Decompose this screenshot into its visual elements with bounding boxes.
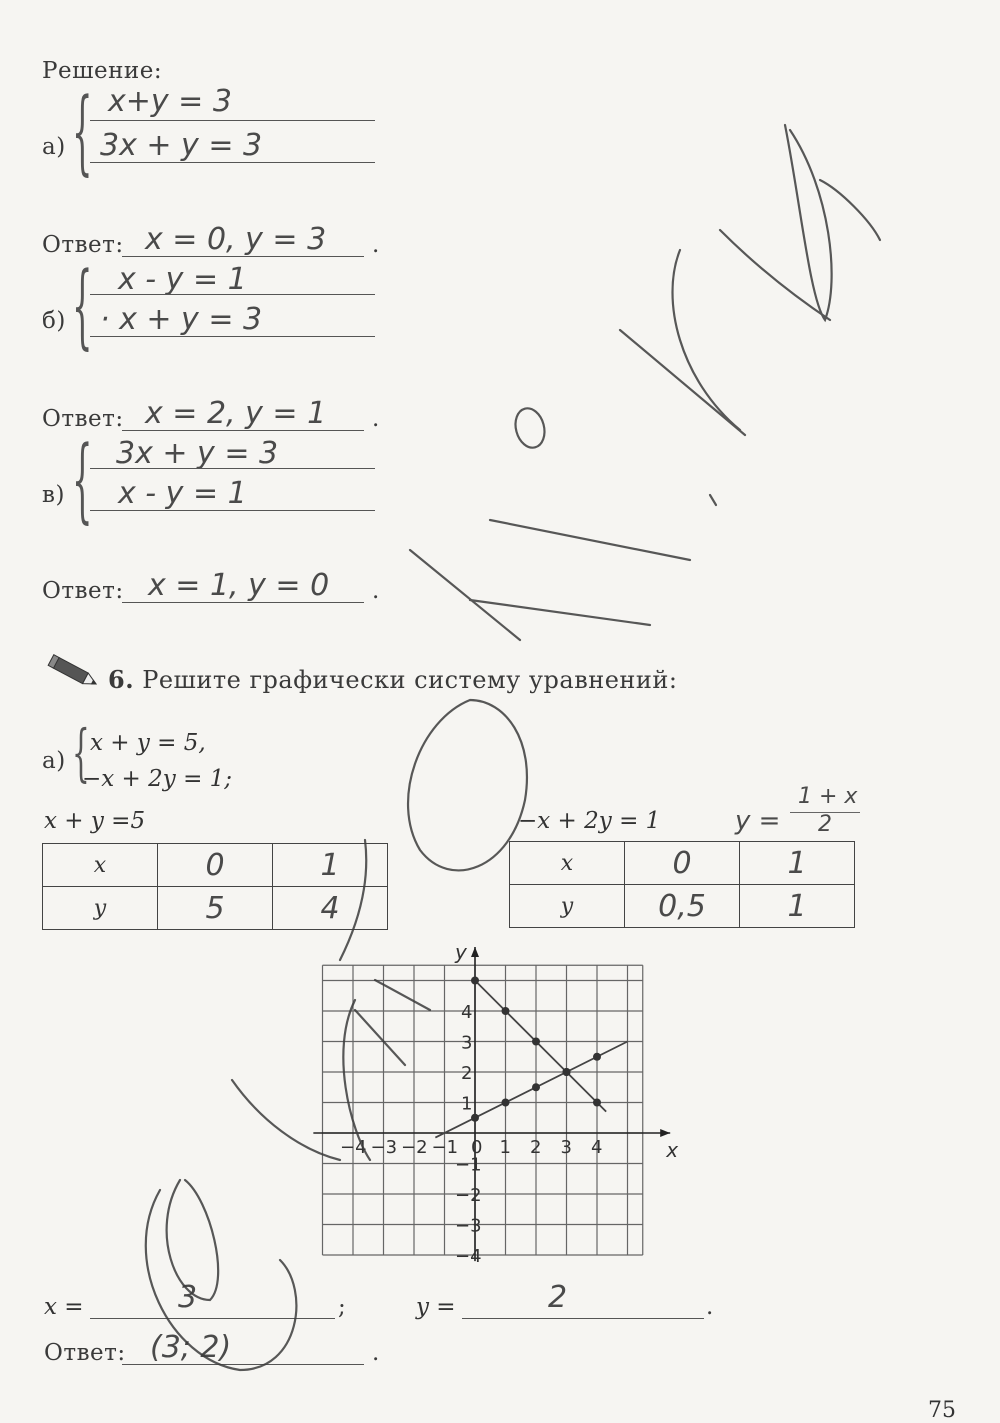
table-header-x: x xyxy=(510,842,625,885)
handwritten-note-numerator: 1 + x xyxy=(798,784,858,809)
table-header-x: x xyxy=(43,844,158,887)
y-tick-label: 4 xyxy=(461,1002,473,1023)
system-brace: { xyxy=(72,252,93,359)
handwritten-answer: x = 2, y = 1 xyxy=(145,396,327,431)
x-result-label: x = xyxy=(44,1294,84,1320)
table1-title: x + y =5 xyxy=(44,808,146,834)
plot-point xyxy=(502,1099,510,1107)
x-tick-label: 1 xyxy=(499,1137,511,1158)
writing-line xyxy=(90,468,375,469)
table-cell: 0 xyxy=(625,842,740,885)
task-text: Решите графически систему уравнений: xyxy=(142,666,678,694)
plot-point xyxy=(593,1099,601,1107)
table-cell: 4 xyxy=(273,887,388,930)
table-row xyxy=(510,885,855,928)
handwritten-equation: 3x + y = 3 xyxy=(100,128,263,163)
line-x-plus-y-5 xyxy=(475,981,606,1112)
y-tick-label: 1 xyxy=(461,1093,473,1115)
answer-label: Ответ: xyxy=(42,406,124,432)
table-cell: 1 xyxy=(740,885,855,928)
table-cell: 0 xyxy=(158,844,273,887)
table-header-y: y xyxy=(43,887,158,930)
handwritten-equation: x - y = 1 xyxy=(118,262,247,297)
value-table-2 xyxy=(509,841,855,928)
handwritten-answer: x = 0, y = 3 xyxy=(145,222,327,257)
table-cell: 0,5 xyxy=(625,885,740,928)
table-header-y: y xyxy=(510,885,625,928)
answer-line xyxy=(122,430,364,431)
y-result-dot: . xyxy=(706,1294,714,1320)
plot-point xyxy=(502,1007,510,1015)
handwritten-answer: (3; 2) xyxy=(150,1330,232,1365)
coordinate-grid xyxy=(310,935,690,1265)
semicolon: ; xyxy=(338,1294,347,1320)
value-table-1 xyxy=(42,843,388,930)
handwritten-equation: x - y = 1 xyxy=(118,476,247,511)
system-brace: { xyxy=(72,426,93,533)
x-result-line xyxy=(90,1318,335,1319)
table-cell: 5 xyxy=(158,887,273,930)
writing-line xyxy=(90,120,375,121)
answer-label: Ответ: xyxy=(42,578,124,604)
page-number: 75 xyxy=(928,1398,956,1423)
solution-heading: Решение: xyxy=(42,58,163,84)
system-letter: а) xyxy=(42,134,66,160)
answer-label: Ответ: xyxy=(44,1340,126,1366)
y-tick-label: −4 xyxy=(455,1246,482,1265)
y-axis-label: y xyxy=(455,939,467,964)
answer-line xyxy=(122,602,364,603)
plot-point xyxy=(532,1038,540,1046)
table-row xyxy=(43,887,388,930)
x-tick-label: 3 xyxy=(560,1137,572,1158)
x-tick-label: −2 xyxy=(401,1137,428,1158)
plot-point xyxy=(471,1114,479,1122)
table-cell: 1 xyxy=(740,842,855,885)
y-tick-label: 2 xyxy=(461,1063,473,1084)
handwritten-answer: x = 1, y = 0 xyxy=(148,568,330,603)
answer-dot: . xyxy=(372,1340,380,1366)
system-letter: б) xyxy=(42,308,66,334)
y-axis-arrow xyxy=(471,947,479,957)
system-equation-1: x + y = 5, xyxy=(90,730,206,756)
handwritten-note-lhs: y = xyxy=(735,806,781,836)
x-tick-label: 2 xyxy=(530,1137,542,1158)
handwritten-equation: 3x + y = 3 xyxy=(116,436,279,471)
table-row xyxy=(510,842,855,885)
plot-point xyxy=(471,977,479,985)
writing-line xyxy=(90,162,375,163)
x-tick-label: −4 xyxy=(340,1137,367,1158)
y-tick-label: −1 xyxy=(455,1154,482,1176)
y-tick-label: −3 xyxy=(455,1215,482,1237)
x-tick-label: −1 xyxy=(431,1137,459,1158)
pencil-icon xyxy=(44,654,102,694)
y-tick-label: 3 xyxy=(461,1032,473,1054)
answer-label: Ответ: xyxy=(42,232,124,258)
writing-line xyxy=(90,336,375,337)
answer-dot: . xyxy=(372,578,380,604)
system-equation-2: −x + 2y = 1; xyxy=(82,766,233,792)
table-cell: 1 xyxy=(273,844,388,887)
table-row xyxy=(43,844,388,887)
plot-point xyxy=(532,1083,540,1091)
x-tick-label: −3 xyxy=(370,1137,398,1158)
handwritten-y-value: 2 xyxy=(548,1280,568,1315)
system-brace: { xyxy=(72,78,93,185)
handwritten-x-value: 3 xyxy=(178,1280,198,1315)
answer-dot: . xyxy=(372,406,380,432)
x-axis-arrow xyxy=(660,1129,670,1137)
task-number: 6. xyxy=(108,665,135,694)
handwritten-note-denominator: 2 xyxy=(818,812,832,837)
writing-line xyxy=(90,510,375,511)
answer-dot: . xyxy=(372,232,380,258)
part-letter: а) xyxy=(42,748,66,774)
plot-point xyxy=(563,1068,571,1076)
writing-line xyxy=(90,294,375,295)
task-heading xyxy=(108,665,678,694)
y-tick-label: −2 xyxy=(455,1185,482,1206)
y-result-label: y = xyxy=(416,1294,456,1320)
origin-label: 0 xyxy=(471,1137,483,1158)
y-result-line xyxy=(462,1318,704,1319)
handwritten-equation: x+y = 3 xyxy=(108,84,232,119)
x-tick-label: 4 xyxy=(591,1137,603,1158)
plot-point xyxy=(593,1053,601,1061)
system-letter: в) xyxy=(42,482,65,508)
handwritten-equation: · x + y = 3 xyxy=(100,302,263,337)
table2-title: −x + 2y = 1 xyxy=(518,808,661,834)
answer-line xyxy=(122,256,364,257)
x-axis-label: x xyxy=(666,1138,679,1162)
system-brace: { xyxy=(72,716,90,789)
